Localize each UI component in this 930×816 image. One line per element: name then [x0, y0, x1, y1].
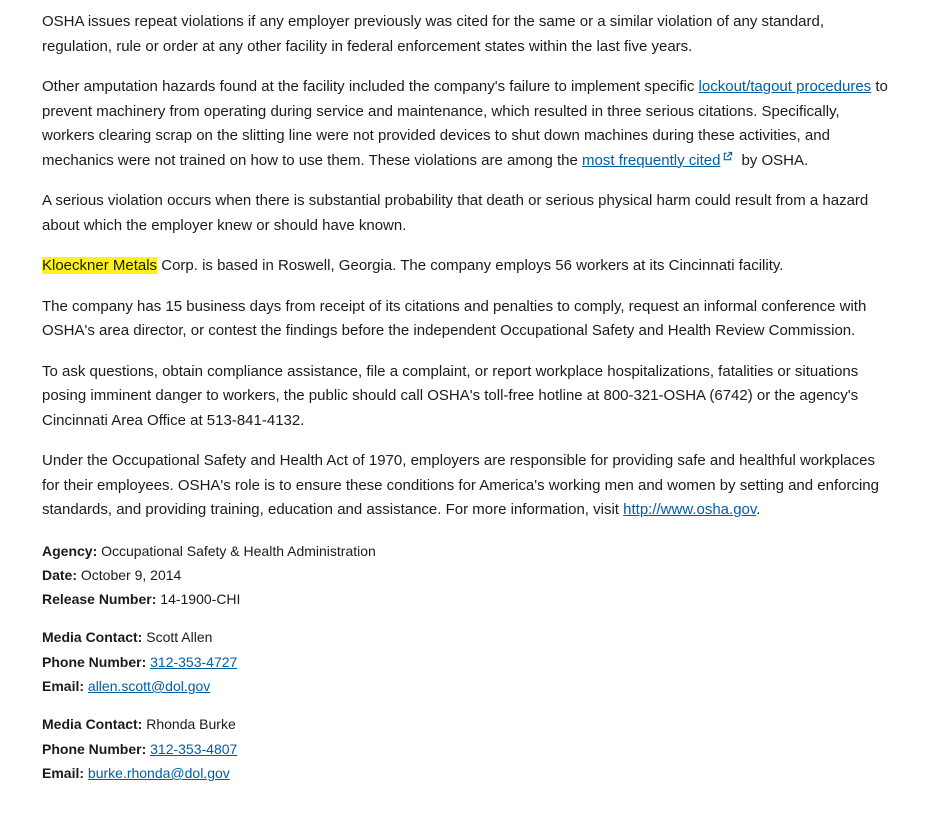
phone-line — [42, 737, 890, 761]
media-contact-label: Media Contact: — [42, 716, 143, 733]
email-label: Email: — [42, 677, 85, 694]
paragraph-text: Under the Occupational Safety and Health Act of 1970, employers are responsible for providing safe and healthful workplaces for their employees. OSHA's role is to ensure these conditions for America's working men and women by setting and enforcing standards, and providing training, education and assistance. For more information, visit — [42, 452, 879, 518]
phone-link[interactable]: 312-353-4727 — [150, 653, 238, 670]
release-info — [42, 539, 890, 786]
phone-line — [42, 650, 890, 674]
media-contact-block — [42, 625, 890, 698]
email-line — [42, 761, 890, 785]
phone-label: Phone Number: — [42, 740, 147, 757]
media-contact-block — [42, 712, 890, 785]
paragraph-text: to prevent machinery from operating during service and maintenance, which resulted in three serious citations. Specifically, workers clearing scrap on the slitting line were not provided devices to shut down machines during these activities, and mechanics were not trained on how to use them. These violations are among the — [42, 78, 888, 169]
phone-link[interactable]: 312-353-4807 — [150, 740, 238, 757]
agency-label: Agency: — [42, 542, 98, 559]
date-value: October 9, 2014 — [80, 566, 182, 583]
date-line — [42, 563, 890, 587]
agency-value: Occupational Safety & Health Administration — [101, 542, 376, 559]
media-contact-line — [42, 625, 890, 649]
media-contact-line — [42, 712, 890, 736]
media-contact-name: Scott Allen — [146, 629, 213, 646]
email-link[interactable]: allen.scott@dol.gov — [87, 677, 211, 694]
paragraph-osh-act — [42, 449, 890, 523]
email-label: Email: — [42, 764, 85, 781]
press-release-body — [42, 10, 890, 799]
osha-website-link[interactable]: http://www.osha.gov — [623, 501, 757, 518]
email-line — [42, 674, 890, 698]
media-contact-name: Rhonda Burke — [146, 716, 236, 733]
email-link[interactable]: burke.rhonda@dol.gov — [87, 764, 230, 781]
paragraph-hotline: To ask questions, obtain compliance assistance, file a complaint, or report workplace hospitalizations, fatalities or situations posing imminent danger to workers, the public should call OSHA's toll-free hotline at 800-321-OSHA (6742) or the agency's Cincinnati Area Office at 513-841-4132. — [42, 362, 859, 429]
paragraph-amputation-hazards — [42, 75, 890, 173]
lockout-tagout-link[interactable]: lockout/tagout procedures — [698, 78, 872, 95]
paragraph-repeat-violations: OSHA issues repeat violations if any employer previously was cited for the same or a similar violation of any standard, regulation, rule or order at any other facility in federal enforcement states within the last five years. — [42, 13, 825, 55]
paragraph-text: Corp. is based in Roswell, Georgia. The company employs 56 workers at its Cincinnati facility. — [157, 257, 784, 274]
paragraph-text: Other amputation hazards found at the facility included the company's failure to implement specific — [42, 78, 699, 95]
agency-line — [42, 539, 890, 563]
external-link-icon[interactable] — [722, 151, 733, 162]
release-number-label: Release Number: — [42, 591, 157, 608]
paragraph-text: by OSHA. — [741, 151, 809, 169]
phone-label: Phone Number: — [42, 653, 147, 670]
paragraph-serious-violation: A serious violation occurs when there is substantial probability that death or serious physical harm could result from a hazard about which the employer knew or should have known. — [42, 192, 869, 234]
release-number-value: 14-1900-CHI — [160, 591, 241, 608]
highlighted-company-name: Kloeckner Metals — [42, 257, 158, 274]
paragraph-company — [42, 254, 890, 279]
most-frequently-cited-link[interactable]: most frequently cited — [582, 151, 721, 169]
release-details — [42, 539, 890, 612]
date-label: Date: — [42, 566, 78, 583]
paragraph-text: . — [756, 501, 761, 518]
media-contact-label: Media Contact: — [42, 629, 143, 646]
release-number-line — [42, 587, 890, 611]
paragraph-business-days: The company has 15 business days from receipt of its citations and penalties to comply, request an informal conference with OSHA's area director, or contest the findings before the independent Occupational Safety and Health Review Commission. — [42, 297, 867, 339]
